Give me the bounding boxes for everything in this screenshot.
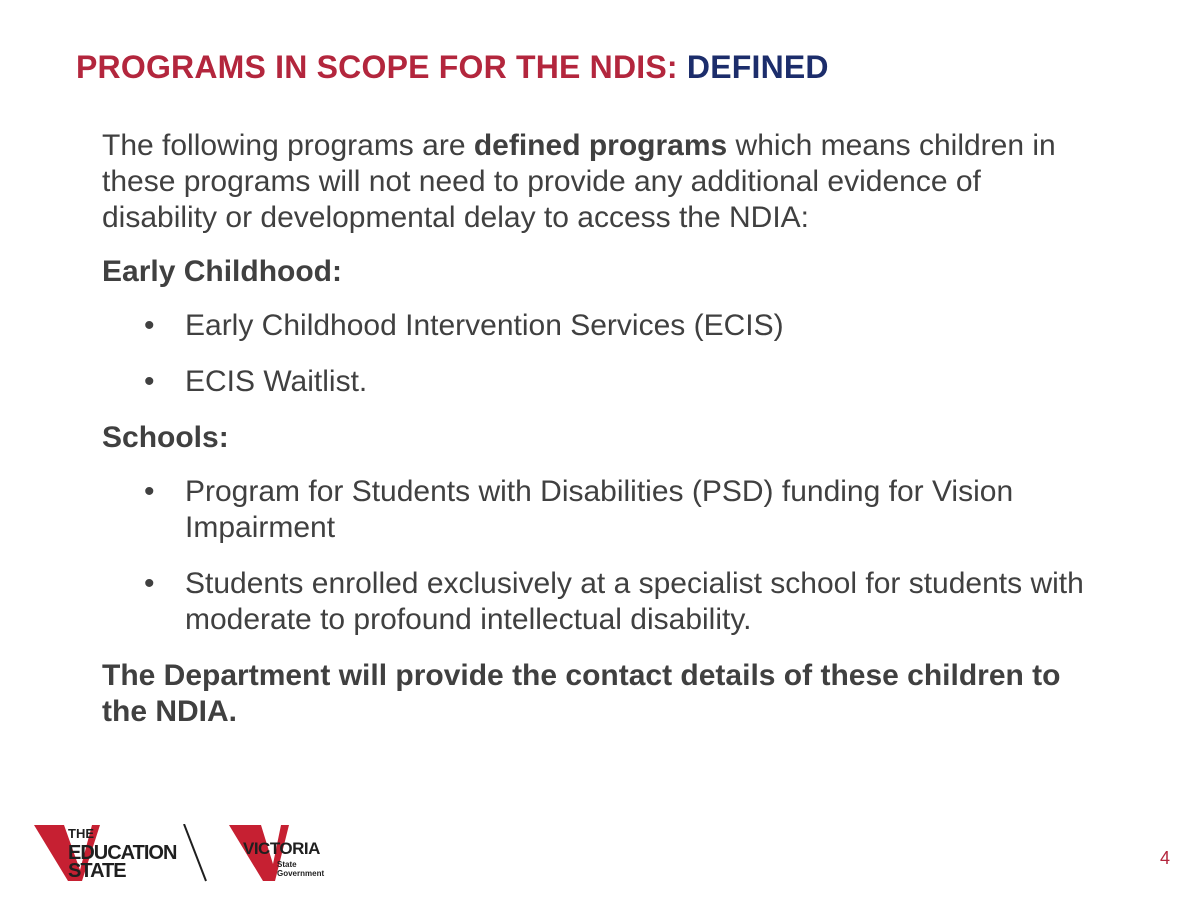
bullet-icon: • [144, 475, 155, 508]
list-item [144, 566, 1102, 638]
section-heading-early-childhood: Early Childhood: [102, 255, 342, 288]
education-state-logo-education: EDUCATION [68, 842, 177, 864]
intro-prefix: The following programs are [102, 129, 474, 162]
early-childhood-list [102, 308, 1102, 400]
intro-paragraph [102, 128, 1102, 236]
education-state-logo-state: STATE [68, 860, 126, 882]
list-item-text: Early Childhood Intervention Services (ECIS) [185, 309, 784, 342]
closing-statement: The Department will provide the contact details of these children to the NDIA. [102, 659, 1061, 728]
bullet-icon: • [144, 365, 155, 398]
list-item [144, 308, 1102, 344]
list-item-text: Students enrolled exclusively at a specialist school for students with moderate to profound intellectual disability. [185, 567, 1084, 636]
list-item [144, 474, 1102, 546]
page-number: 4 [1159, 848, 1170, 868]
victoria-state-government-logo [229, 824, 335, 882]
victoria-logo-victoria: VICTORIA [243, 839, 320, 858]
schools-list [102, 474, 1102, 638]
education-state-logo-the: THE [68, 826, 94, 841]
slide-body [102, 128, 1102, 730]
slide-title [76, 48, 829, 86]
bullet-icon: • [144, 567, 155, 600]
intro-emphasis: defined programs [473, 129, 728, 162]
list-item [144, 364, 1102, 400]
list-item-text: ECIS Waitlist. [185, 365, 368, 398]
victoria-logo-state: State [277, 860, 297, 869]
intro-suffix: which means children in these programs will not need to provide any additional evidence of disability or developmental delay to access the NDIA: [102, 129, 1056, 234]
education-state-logo-slash [184, 824, 206, 881]
education-state-logo [34, 824, 210, 882]
victoria-logo-government: Government [277, 869, 325, 878]
slide-title-main: PROGRAMS IN SCOPE FOR THE NDIS: [76, 49, 687, 85]
bullet-icon: • [144, 309, 155, 342]
slide-title-emphasis: DEFINED [686, 49, 829, 85]
list-item-text: Program for Students with Disabilities (PSD) funding for Vision Impairment [185, 475, 1014, 544]
section-heading-schools: Schools: [102, 421, 229, 454]
